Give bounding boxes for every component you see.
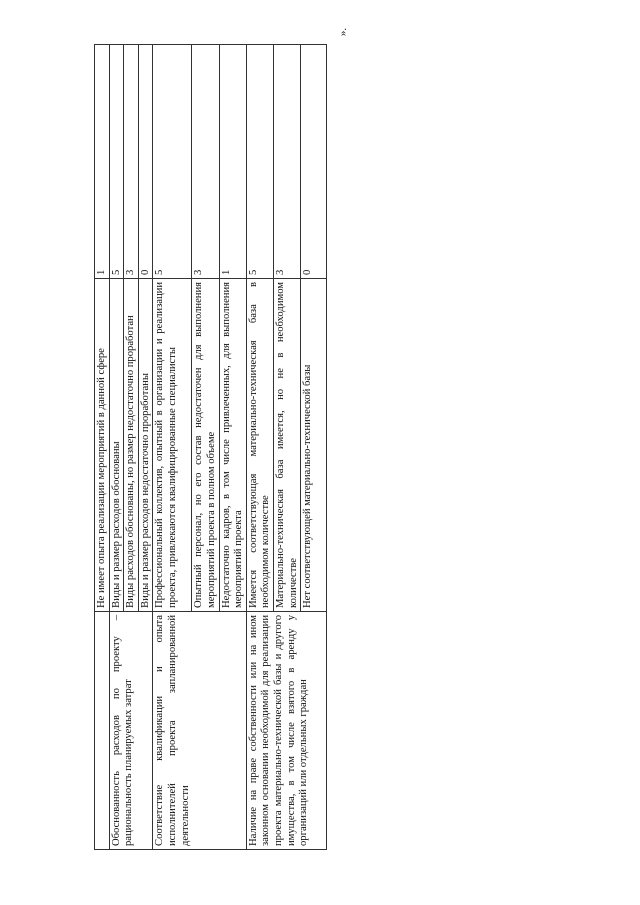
description-cell: Материально-техническая база имеется, но не в необходимом количестве	[273, 279, 300, 612]
table-row	[95, 45, 110, 850]
score-cell: 5	[153, 45, 192, 279]
criterion-cell	[95, 612, 110, 850]
score-cell: 3	[273, 45, 300, 279]
score-cell: 3	[124, 45, 139, 279]
description-cell: Виды и размер расходов недостаточно проработаны	[138, 279, 153, 612]
criteria-table	[94, 44, 327, 850]
criterion-cell: Соответствие квалификации и опыта исполнителей проекта запланированной деятельности	[153, 612, 246, 850]
score-cell: 1	[219, 45, 246, 279]
description-cell: Виды расходов обоснованы, но размер недостаточно проработан	[124, 279, 139, 612]
closing-quote-mark: ».	[337, 27, 350, 37]
table-row	[153, 45, 192, 850]
score-cell: 3	[192, 45, 219, 279]
score-cell: 5	[246, 45, 273, 279]
description-cell: Недостаточно кадров, в том числе привлеченных, для выполнения мероприятий проекта	[219, 279, 246, 612]
description-cell: Имеется соответствующая материально-техническая база в необходимом количестве	[246, 279, 273, 612]
description-cell: Опытный персонал, но его состав недостаточен для выполнения мероприятий проекта в полном объеме	[192, 279, 219, 612]
criterion-cell: Наличие на праве собственности или на ином законном основании необходимой для реализации проекта материально-технической базы и другого имущества, в том числе взятого в аренду у организаций или отдельных граждан	[246, 612, 326, 850]
description-cell: Профессиональный коллектив, опытный в организации и реализации проекта, привлекаются квалифицированные специалисты	[153, 279, 192, 612]
rotated-page	[94, 45, 349, 850]
criterion-cell: Обоснованность расходов по проекту – рациональность планируемых затрат	[109, 612, 153, 850]
description-cell: Не имеет опыта реализации мероприятий в данной сфере	[95, 279, 110, 612]
score-cell: 5	[109, 45, 124, 279]
table-row	[109, 45, 124, 850]
score-cell: 0	[138, 45, 153, 279]
score-cell: 0	[301, 45, 327, 279]
description-cell: Виды и размер расходов обоснованы	[109, 279, 124, 612]
description-cell: Нет соответствующей материально-технической базы	[301, 279, 327, 612]
score-cell: 1	[95, 45, 110, 279]
table-row	[246, 45, 273, 850]
